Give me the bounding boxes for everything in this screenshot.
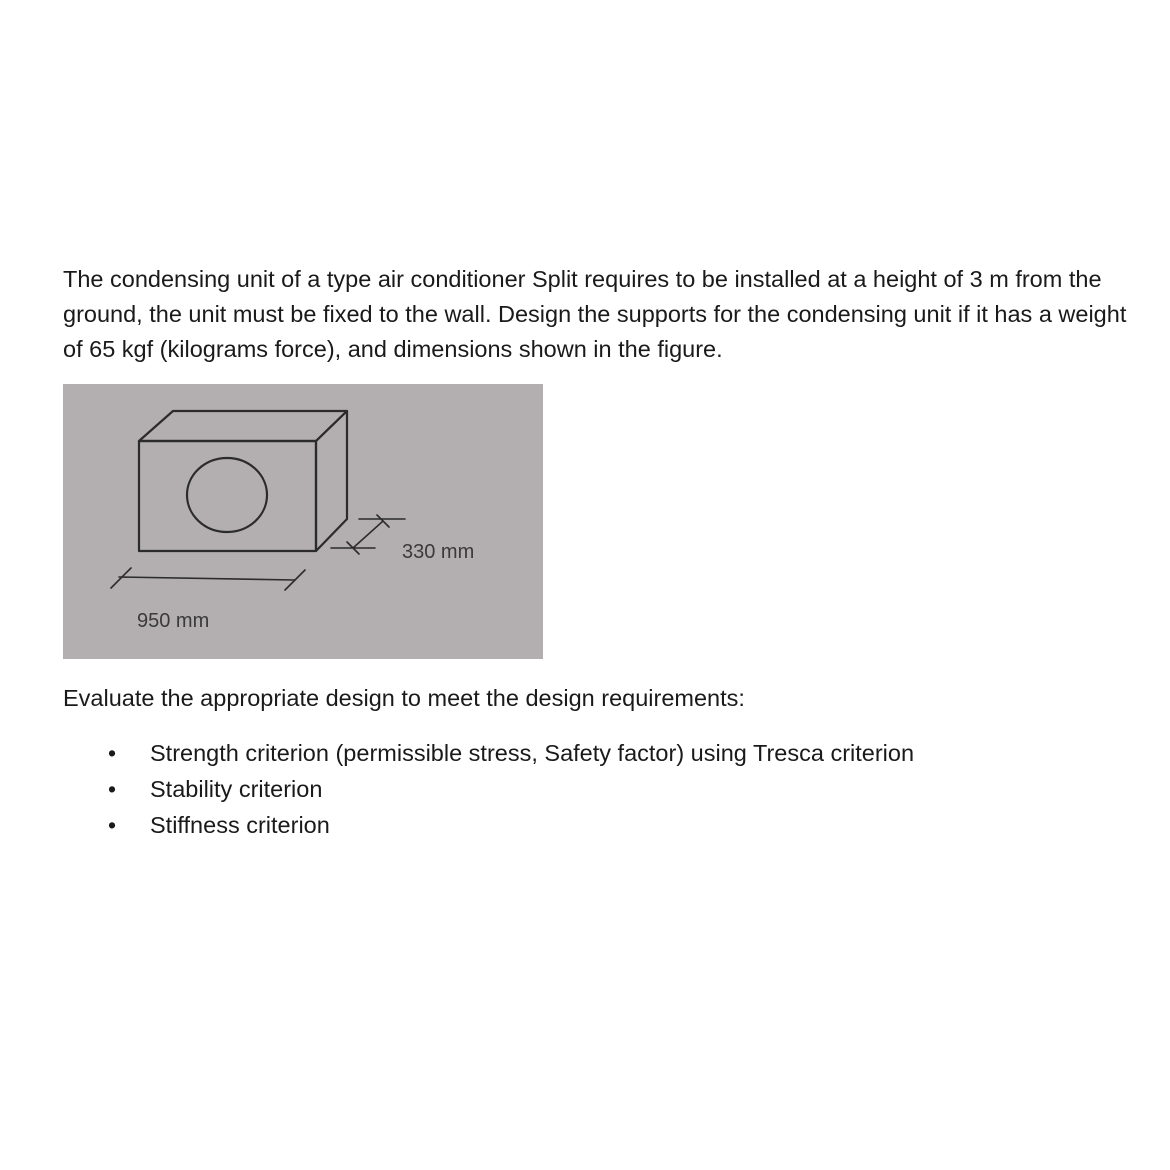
bullet-icon: • bbox=[108, 740, 117, 766]
condensing-unit-drawing bbox=[63, 384, 543, 659]
problem-statement: The condensing unit of a type air conditioner Split requires to be installed at a height of 3 m from the ground, the unit must be fixed to the wall. Design the supports for the condensing unit if it has a weight of 65 kgf (kilograms force), and dimensions shown in the figure. bbox=[63, 266, 1127, 362]
condensing-unit-figure bbox=[63, 384, 543, 659]
evaluation-heading: Evaluate the appropriate design to meet the design requirements: bbox=[63, 685, 745, 711]
criterion-stability: Stability criterion bbox=[150, 776, 323, 802]
width-tick-start bbox=[111, 568, 131, 588]
criterion-stiffness: Stiffness criterion bbox=[150, 812, 330, 838]
depth-dimension-line bbox=[353, 521, 383, 548]
criterion-strength: Strength criterion (permissible stress, Safety factor) using Tresca criterion bbox=[150, 740, 915, 766]
bullet-icon: • bbox=[108, 812, 117, 838]
bullet-icon: • bbox=[108, 776, 117, 802]
width-dimension-line bbox=[119, 577, 295, 580]
width-dimension-label: 950 mm bbox=[137, 610, 210, 632]
unit-top-face bbox=[139, 411, 347, 441]
depth-dimension-label: 330 mm bbox=[402, 541, 475, 563]
unit-side-face bbox=[316, 411, 347, 551]
fan-grille-circle bbox=[187, 458, 267, 532]
